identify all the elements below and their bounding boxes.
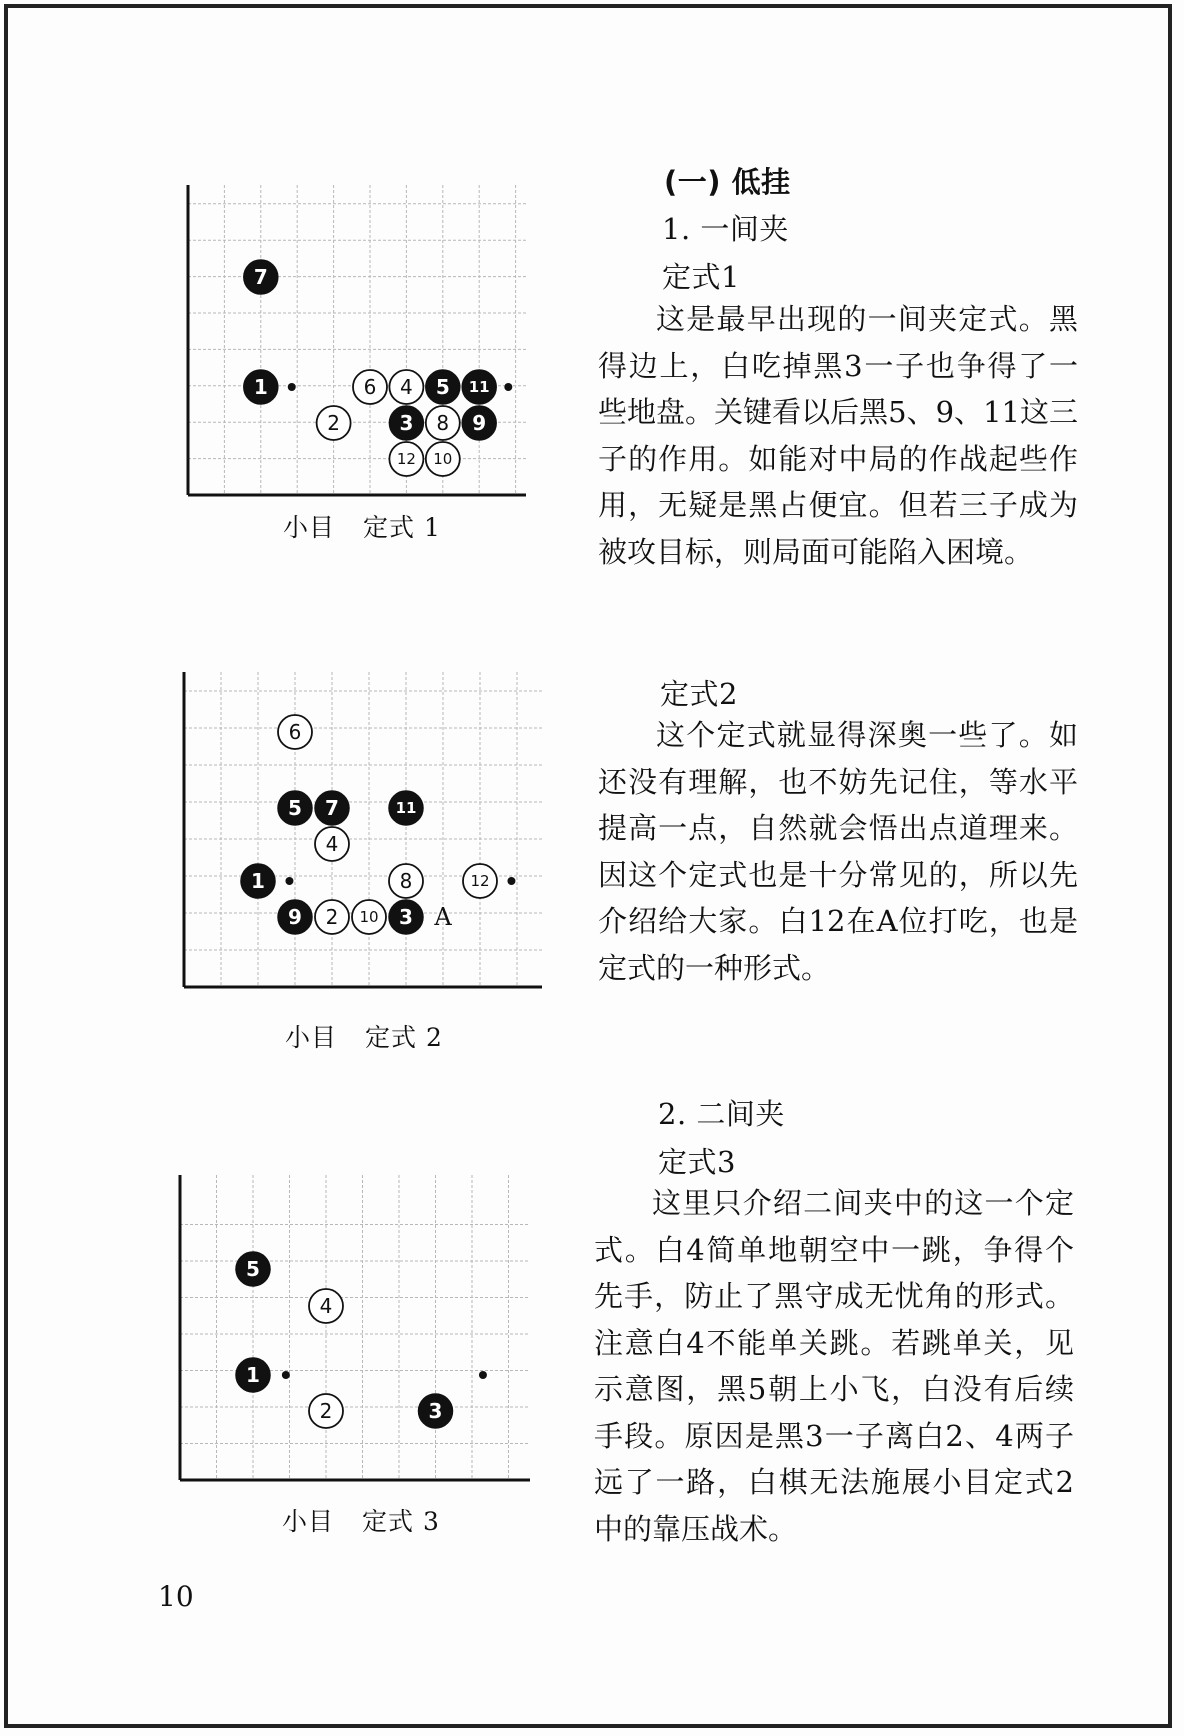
- stone-number: 3: [399, 411, 414, 435]
- go-diagram-3: [178, 1175, 530, 1485]
- star-point: [504, 383, 512, 391]
- caption-joseki: 定式 1: [363, 513, 441, 542]
- stone-black-5: [278, 791, 312, 825]
- stone-black-9: [278, 900, 312, 934]
- stone-number: 2: [327, 411, 340, 435]
- diagram-3-caption: [282, 1502, 440, 1538]
- caption-komoku: 小目: [282, 1507, 335, 1536]
- stone-number: 11: [395, 799, 417, 817]
- stone-black-11: [462, 370, 496, 404]
- stone-white-6: [353, 370, 387, 404]
- stone-number: 4: [325, 832, 339, 856]
- stone-number: 12: [470, 872, 490, 890]
- stone-black-1: [241, 864, 275, 898]
- stone-black-3: [389, 406, 423, 440]
- stone-black-1: [236, 1358, 270, 1392]
- stone-white-10: [426, 442, 460, 476]
- star-point: [479, 1371, 487, 1379]
- stone-number: 7: [253, 265, 268, 289]
- stone-black-11: [389, 791, 423, 825]
- stone-white-2: [309, 1394, 343, 1428]
- stone-number: 12: [396, 450, 416, 468]
- point-marker-a: [433, 903, 452, 931]
- stone-white-6: [278, 715, 312, 749]
- stone-number: 6: [363, 375, 377, 399]
- star-point: [507, 877, 515, 885]
- section-title: (一) 低挂: [664, 165, 791, 199]
- stone-number: 1: [253, 375, 268, 399]
- stone-number: 2: [325, 905, 339, 929]
- stone-number: 4: [400, 375, 413, 399]
- stone-black-9: [462, 406, 496, 440]
- stone-white-4: [309, 1289, 343, 1323]
- star-point: [288, 383, 296, 391]
- stone-black-7: [244, 260, 278, 294]
- diagram-2-caption: [285, 1018, 443, 1054]
- stone-number: 5: [288, 796, 302, 820]
- stone-number: 4: [319, 1294, 333, 1318]
- stone-white-10: [352, 900, 386, 934]
- stone-black-3: [389, 900, 423, 934]
- go-diagram-2: [182, 672, 542, 997]
- stone-white-12: [389, 442, 423, 476]
- stone-black-1: [244, 370, 278, 404]
- stone-number: 5: [246, 1257, 260, 1281]
- marker-label: A: [434, 903, 452, 931]
- stone-white-4: [315, 827, 349, 861]
- stone-black-3: [419, 1394, 453, 1428]
- stone-number: 8: [436, 411, 450, 435]
- subsection-title-1: 1. 一间夹: [662, 212, 789, 246]
- diagram-1-caption: [283, 508, 441, 544]
- caption-komoku: 小目: [285, 1023, 338, 1052]
- joseki-1-text: 这是最早出现的一间夹定式。黑得边上，白吃掉黑3一子也争得了一些地盘。关键看以后黑5、9、11这三子的作用。如能对中局的作战起些作用，无疑是黑占便宜。但若三子成为被攻目标，则局面可能陷入困境。: [598, 302, 1078, 569]
- stone-white-8: [389, 864, 423, 898]
- stone-number: 3: [428, 1399, 443, 1423]
- stone-black-7: [315, 791, 349, 825]
- stone-number: 7: [325, 796, 339, 820]
- stone-white-2: [315, 900, 349, 934]
- stone-number: 9: [288, 905, 302, 929]
- stone-white-8: [426, 406, 460, 440]
- caption-joseki: 定式 2: [365, 1023, 443, 1052]
- joseki-2-text: 这个定式就显得深奥一些了。如还没有理解，也不妨先记住，等水平提高一点，自然就会悟出点道理来。因这个定式也是十分常见的，所以先介绍给大家。白12在A位打吃，也是定式的一种形式。: [598, 718, 1078, 985]
- stone-white-2: [317, 406, 351, 440]
- joseki-1-label: 定式1: [662, 260, 740, 294]
- caption-joseki: 定式 3: [362, 1507, 440, 1536]
- go-diagram-1: [186, 185, 526, 505]
- star-point: [285, 877, 293, 885]
- stone-number: 1: [251, 869, 265, 893]
- stone-number: 3: [399, 905, 413, 929]
- subsection-title-2: 2. 二间夹: [658, 1097, 785, 1131]
- stone-number: 2: [319, 1399, 333, 1423]
- stone-black-5: [426, 370, 460, 404]
- stone-number: 6: [288, 720, 302, 744]
- star-point: [282, 1371, 290, 1379]
- stone-number: 5: [435, 375, 450, 399]
- page-number: 10: [158, 1580, 194, 1613]
- stone-number: 10: [433, 450, 453, 468]
- stone-black-5: [236, 1252, 270, 1286]
- stone-number: 10: [359, 908, 379, 926]
- joseki-3-label: 定式3: [658, 1145, 736, 1179]
- stone-number: 9: [472, 411, 487, 435]
- joseki-3-text: 这里只介绍二间夹中的这一个定式。白4简单地朝空中一跳，争得个先手，防止了黑守成无忧角的形式。注意白4不能单关跳。若跳单关，见示意图，黑5朝上小飞，白没有后续手段。原因是黑3一子离白2、4两子远了一路，白棋无法施展小目定式2中的靠压战术。: [594, 1186, 1074, 1546]
- stone-number: 11: [468, 378, 490, 396]
- stone-white-12: [463, 864, 497, 898]
- joseki-2-label: 定式2: [660, 677, 738, 711]
- stone-white-4: [389, 370, 423, 404]
- stone-number: 1: [246, 1363, 260, 1387]
- stone-number: 8: [399, 869, 413, 893]
- caption-komoku: 小目: [283, 513, 336, 542]
